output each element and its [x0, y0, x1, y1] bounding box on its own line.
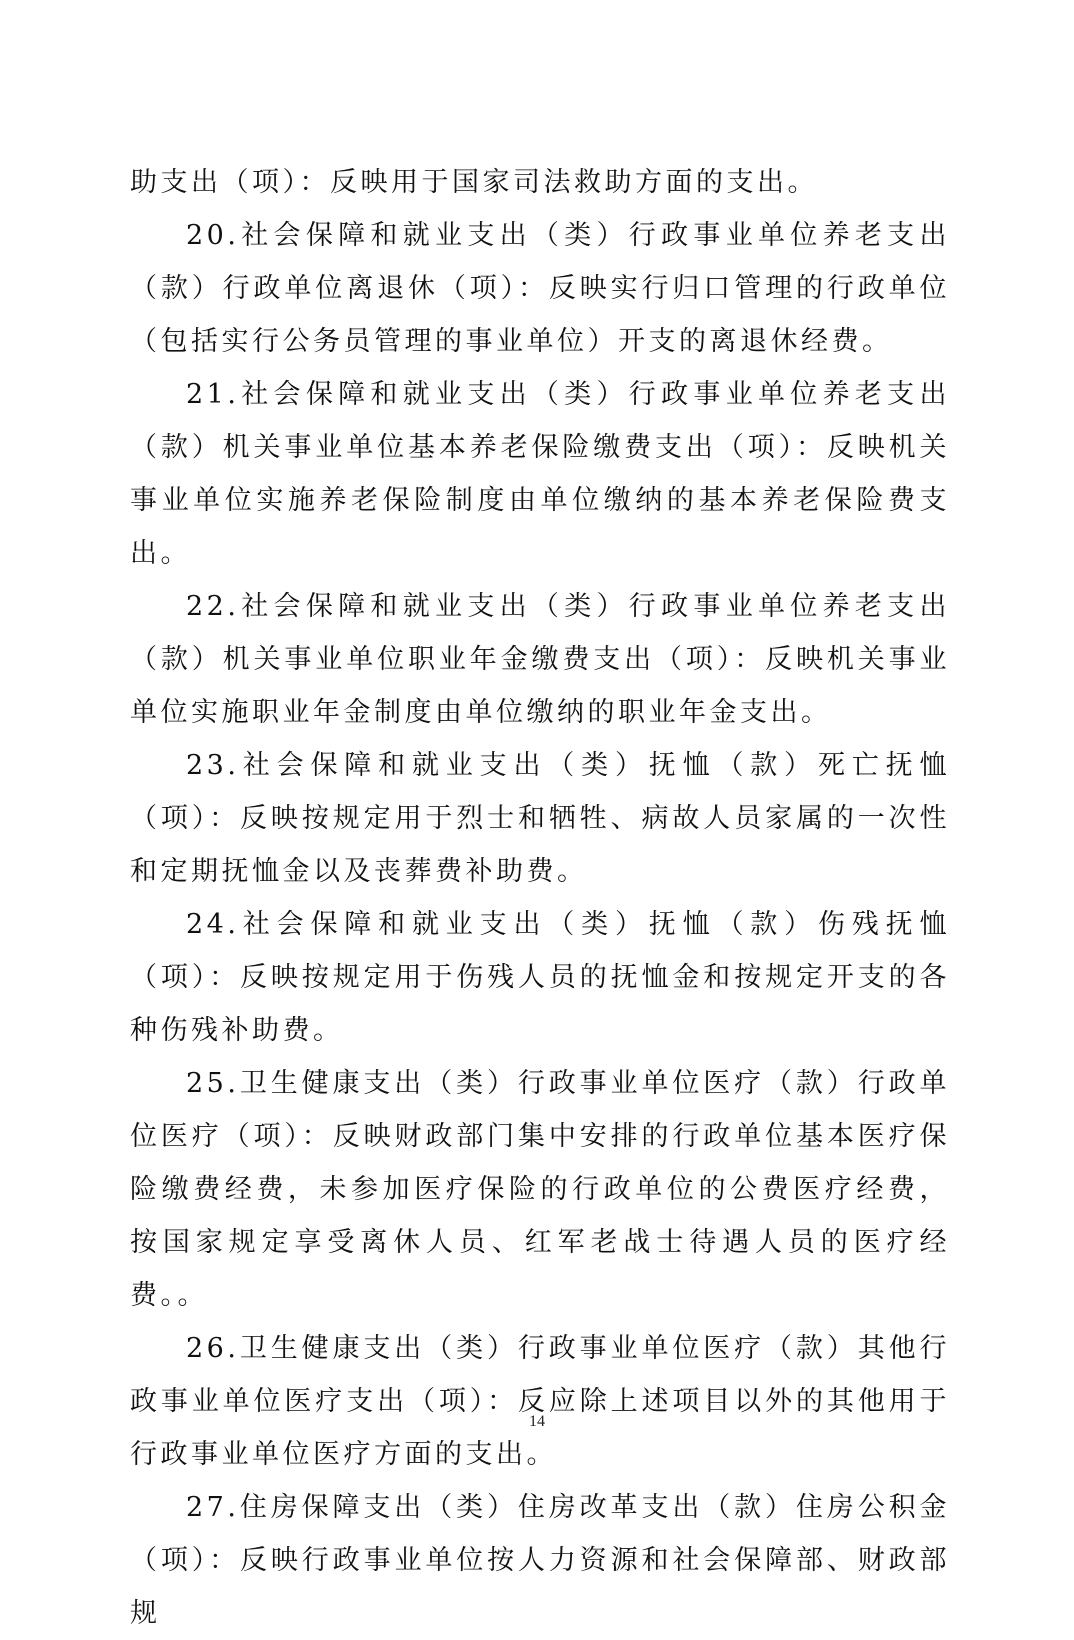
paragraph-item-25: 25.卫生健康支出（类）行政事业单位医疗（款）行政单位医疗（项）：反映财政部门集中安排的行政单位基本医疗保险缴费经费，未参加医疗保险的行政单位的公费医疗经费，按国家规定享受离休人员、红军老战士待遇人员的医疗经费。。	[130, 1068, 950, 1311]
page-number: 14	[529, 1413, 545, 1430]
paragraph-item-21: 21.社会保障和就业支出（类）行政事业单位养老支出（款）机关事业单位基本养老保险缴费支出（项）：反映机关事业单位实施养老保险制度由单位缴纳的基本养老保险费支出。	[130, 379, 950, 569]
paragraph-item-26: 26.卫生健康支出（类）行政事业单位医疗（款）其他行政事业单位医疗支出（项）：反应除上述项目以外的其他用于行政事业单位医疗方面的支出。	[130, 1333, 950, 1470]
paragraph-item-23: 23.社会保障和就业支出（类）抚恤（款）死亡抚恤（项）：反映按规定用于烈士和牺牲、病故人员家属的一次性和定期抚恤金以及丧葬费补助费。	[130, 750, 950, 887]
paragraph-item-20: 20.社会保障和就业支出（类）行政事业单位养老支出（款）行政单位离退休（项）：反映实行归口管理的行政单位（包括实行公务员管理的事业单位）开支的离退休经费。	[130, 220, 950, 357]
paragraph-item-22: 22.社会保障和就业支出（类）行政事业单位养老支出（款）机关事业单位职业年金缴费支出（项）：反映机关事业单位实施职业年金制度由单位缴纳的职业年金支出。	[130, 591, 950, 728]
paragraph-item-24: 24.社会保障和就业支出（类）抚恤（款）伤残抚恤（项）：反映按规定用于伤残人员的抚恤金和按规定开支的各种伤残补助费。	[130, 909, 950, 1046]
paragraph-continuation: 助支出（项）：反映用于国家司法救助方面的支出。	[130, 167, 818, 198]
paragraph-item-27: 27.住房保障支出（类）住房改革支出（款）住房公积金（项）：反映行政事业单位按人力资源和社会保障部、财政部规	[130, 1492, 950, 1629]
